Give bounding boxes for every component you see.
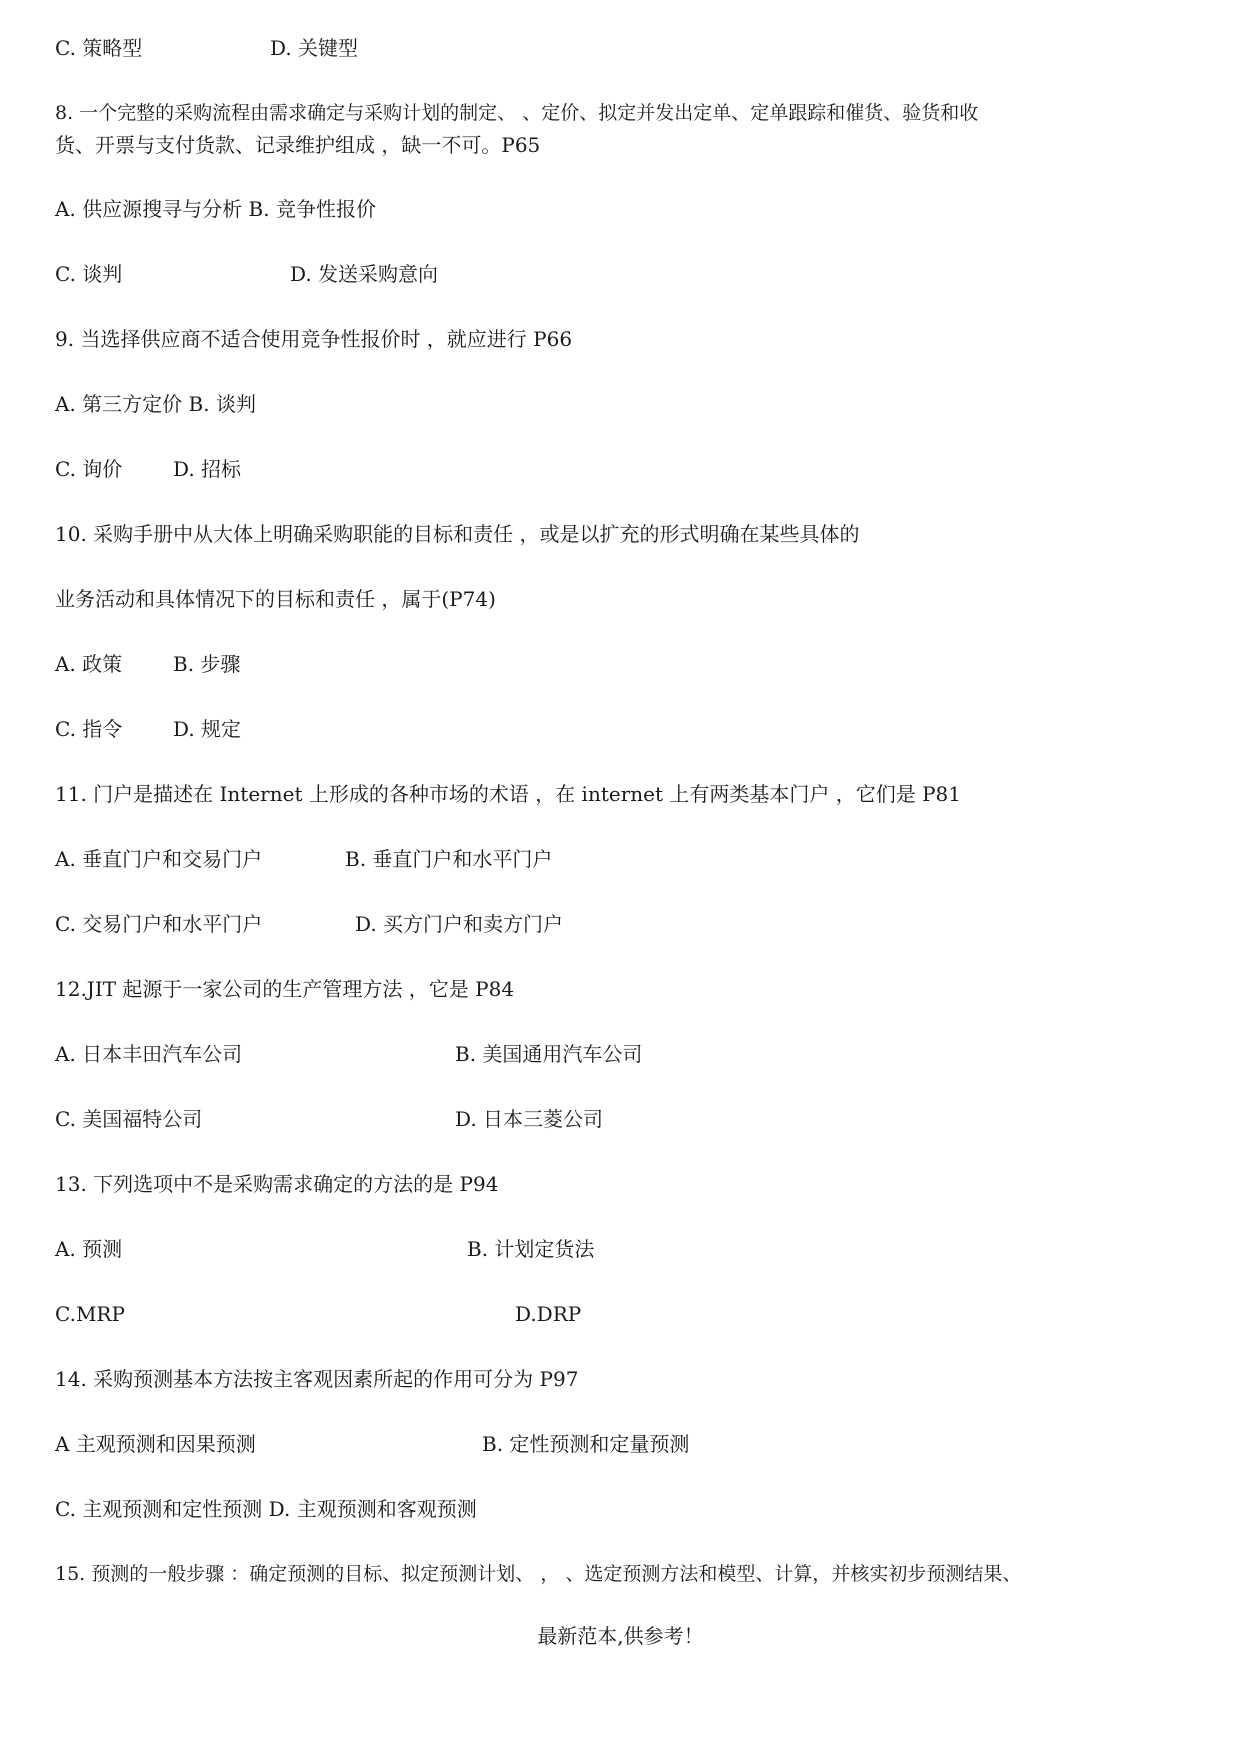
q15-stem: 15. 预测的一般步骤 ：确定预测的目标、拟定预测计划、 ， 、选定预测方法和模型、计算，并核实初步预测结果、 bbox=[55, 1563, 1022, 1585]
q9-stem: 9. 当选择供应商不适合使用竞争性报价时 ，就应进行 P66 bbox=[55, 327, 573, 351]
q11-option-c: C. 交易门户和水平门户 bbox=[55, 912, 263, 936]
q13-option-d: D.DRP bbox=[515, 1302, 582, 1326]
q7-option-d: D. 关键型 bbox=[270, 36, 359, 60]
q12-option-b: B. 美国通用汽车公司 bbox=[455, 1042, 643, 1066]
q8-option-c: C. 谈判 bbox=[55, 262, 123, 286]
q12-stem: 12.JIT 起源于一家公司的生产管理方法 ，它是 P84 bbox=[55, 977, 515, 1001]
q14-option-a: A 主观预测和因果预测 bbox=[55, 1432, 256, 1456]
q12-option-a: A. 日本丰田汽车公司 bbox=[55, 1042, 243, 1066]
q13-stem: 13. 下列选项中不是采购需求确定的方法的是 P94 bbox=[55, 1172, 499, 1196]
q8-stem-line2: 货、开票与支付货款、记录维护组成 ，缺一不可。P65 bbox=[55, 133, 541, 157]
q11-option-b: B. 垂直门户和水平门户 bbox=[345, 847, 553, 871]
q14-options-cd bbox=[55, 1493, 477, 1525]
q14-stem: 14. 采购预测基本方法按主客观因素所起的作用可分为 P97 bbox=[55, 1367, 579, 1391]
q11-option-a: A. 垂直门户和交易门户 bbox=[55, 847, 263, 871]
q10-option-c: C. 指令 bbox=[55, 717, 123, 741]
q9-option-c: C. 询价 bbox=[55, 457, 123, 481]
q13-option-c: C.MRP bbox=[55, 1302, 125, 1326]
page-footer-note: 最新范本,供参考！ bbox=[537, 1624, 704, 1648]
q9-options-ab bbox=[55, 388, 256, 420]
q12-option-c: C. 美国福特公司 bbox=[55, 1107, 203, 1131]
q10-stem-line2: 业务活动和具体情况下的目标和责任 ，属于(P74) bbox=[55, 587, 496, 611]
q9-option-a: A. 第三方定价 bbox=[55, 392, 183, 416]
q14-option-d: D. 主观预测和客观预测 bbox=[268, 1497, 477, 1521]
q13-option-b: B. 计划定货法 bbox=[467, 1237, 595, 1261]
q8-options-ab bbox=[55, 193, 376, 225]
q10-option-b: B. 步骤 bbox=[173, 652, 241, 676]
q11-option-d: D. 买方门户和卖方门户 bbox=[355, 912, 564, 936]
q9-option-d: D. 招标 bbox=[173, 457, 242, 481]
q10-option-a: A. 政策 bbox=[55, 652, 123, 676]
q10-stem-line1: 10. 采购手册中从大体上明确采购职能的目标和责任 ，或是以扩充的形式明确在某些具体的 bbox=[55, 522, 860, 546]
q14-option-c: C. 主观预测和定性预测 bbox=[55, 1497, 263, 1521]
q9-option-b: B. 谈判 bbox=[188, 392, 256, 416]
q8-stem-line1: 8. 一个完整的采购流程由需求确定与采购计划的制定、 、定价、拟定并发出定单、定单跟踪和催货、验货和收 bbox=[55, 102, 979, 124]
q12-option-d: D. 日本三菱公司 bbox=[455, 1107, 604, 1131]
q11-stem: 11. 门户是描述在 Internet 上形成的各种市场的术语 ，在 internet 上有两类基本门户 ，它们是 P81 bbox=[55, 782, 962, 806]
q14-option-b: B. 定性预测和定量预测 bbox=[482, 1432, 690, 1456]
q8-option-a: A. 供应源搜寻与分析 bbox=[55, 197, 243, 221]
q8-option-d: D. 发送采购意向 bbox=[290, 262, 439, 286]
q13-option-a: A. 预测 bbox=[55, 1237, 123, 1261]
q7-option-c: C. 策略型 bbox=[55, 36, 143, 60]
q10-option-d: D. 规定 bbox=[173, 717, 242, 741]
q8-option-b: B. 竞争性报价 bbox=[248, 197, 376, 221]
